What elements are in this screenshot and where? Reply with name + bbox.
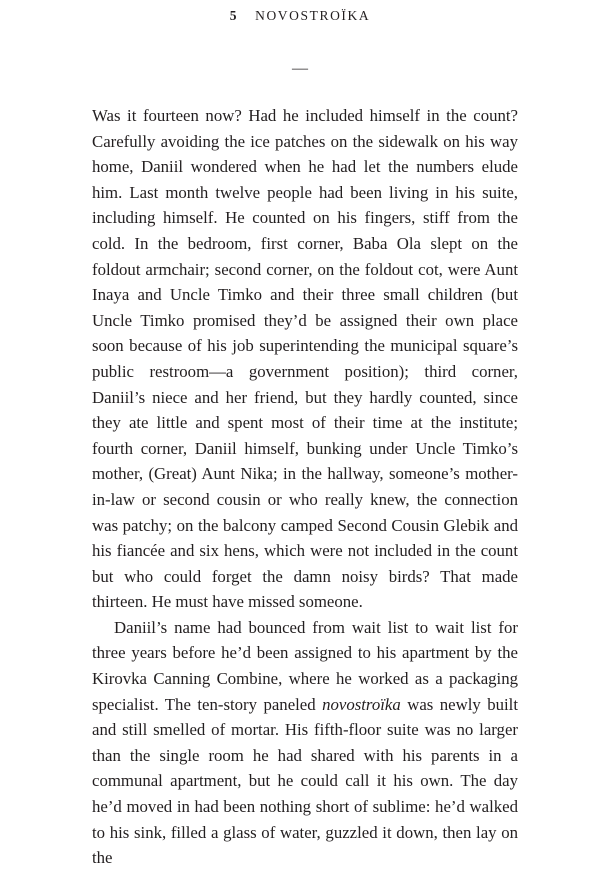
section-break-dash: — — [292, 60, 308, 77]
page-number: 5 — [229, 8, 239, 23]
paragraph-2-text-end: was newly built and still smelled of mortar. His fifth-floor suite was no larger than the single room he had shared with his parents in a communal apartment, but he could call it his own. The day he’d moved in had been nothing short of sublime: he’d walked to his sink, filled a glass of water, guzzled it down, then lay on the — [92, 694, 518, 868]
paragraph-2 — [92, 615, 518, 871]
running-header — [0, 6, 600, 26]
body-text — [92, 103, 518, 871]
paragraph-2-text-start: Daniil’s name had bounced from wait list to wait list for three years before he’d been assigned to his apartment by the Kirovka Canning Combine, where he worked as a packaging specialist. The ten-story paneled — [92, 617, 518, 714]
running-title: NOVOSTROÏKA — [255, 8, 371, 23]
italic-term: novostroïka — [322, 694, 401, 714]
paragraph-1: Was it fourteen now? Had he included himself in the count? Carefully avoiding the ice patches on the sidewalk on his way home, Daniil wondered when he had let the numbers elude him. Last month twelve people had been living in his suite, including himself. He counted on his fingers, stiff from the cold. In the bedroom, first corner, Baba Ola slept on the foldout armchair; second corner, on the foldout cot, were Aunt Inaya and Uncle Timko and their three small children (but Uncle Timko promised they’d be assigned their own place soon because of his job superintending the municipal square’s public restroom—a government position); third corner, Daniil’s niece and her friend, but they hardly counted, since they ate little and spent most of their time at the institute; fourth corner, Daniil himself, bunking under Uncle Timko’s mother, (Great) Aunt Nika; in the hallway, someone’s mother-in-law or second cousin or who really knew, the connection was patchy; on the balcony camped Second Cousin Glebik and his fiancée and six hens, which were not included in the count but who could forget the damn noisy birds? That made thirteen. He must have missed someone. — [92, 106, 518, 612]
